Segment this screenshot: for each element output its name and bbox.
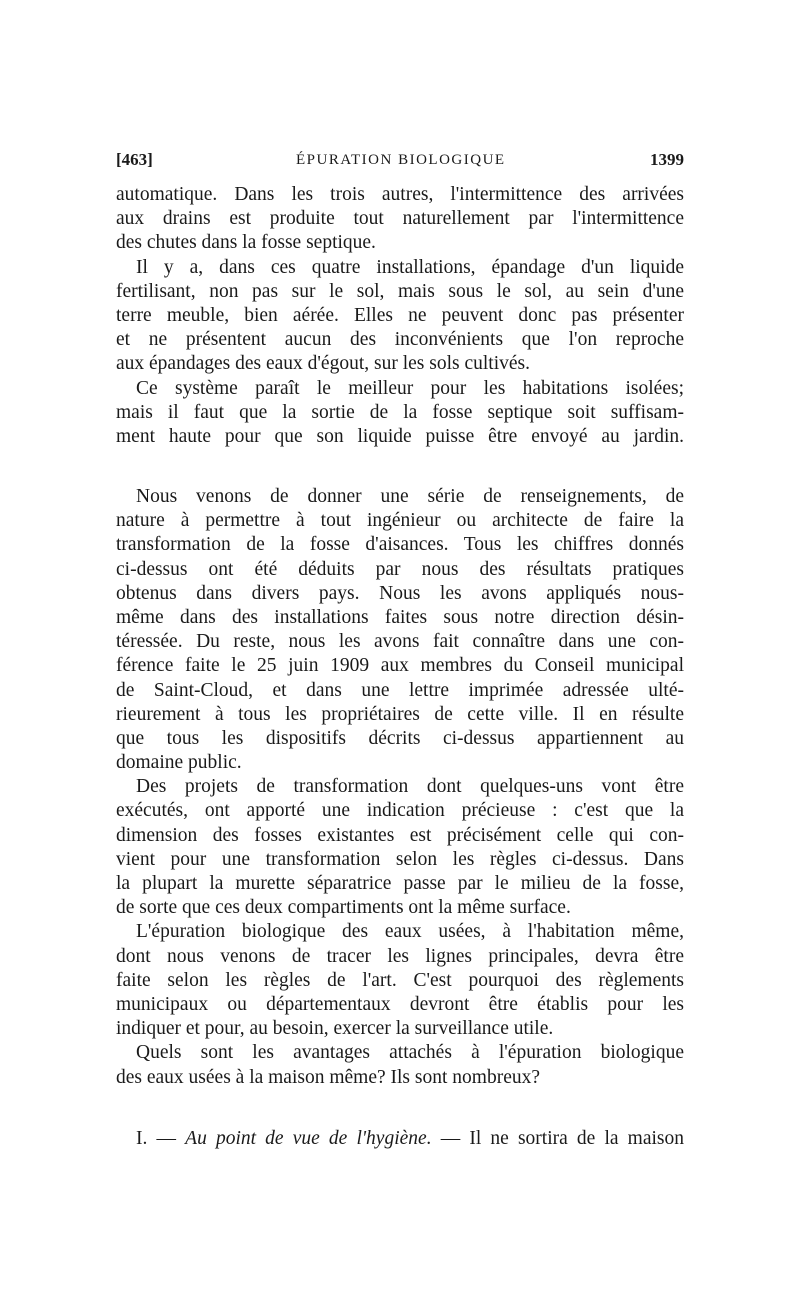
text-line: Nous venons de donner une série de renseignements, de: [136, 486, 684, 507]
text-line: même dans des installations faites sous notre direction désin-: [116, 606, 684, 628]
text-line: L'épuration biologique des eaux usées, à l'habitation même,: [136, 921, 684, 943]
text-line: la plupart la murette séparatrice passe par le milieu de la fosse,: [116, 873, 684, 894]
text-line: ment haute pour que son liquide puisse être envoyé au jardin.: [116, 425, 684, 447]
page-number: 1399: [650, 150, 684, 169]
running-title: ÉPURATION BIOLOGIQUE: [296, 152, 506, 168]
text-line: Il y a, dans ces quatre installations, épandage d'un liquide: [136, 256, 684, 278]
text-block-3: [116, 1127, 684, 1151]
text-line: rieurement à tous les propriétaires de cette ville. Il en résulte: [116, 703, 684, 725]
text-line: mais il faut que la sortie de la fosse septique soit suffisam-: [116, 401, 684, 423]
text-line: de Saint-Cloud, et dans une lettre imprimée adressée ulté-: [116, 679, 684, 701]
text-line: municipaux ou départementaux devront être établis pour les: [116, 993, 684, 1015]
text-line: dont nous venons de tracer les lignes principales, devra être: [116, 945, 684, 967]
text-line: férence faite le 25 juin 1909 aux membres du Conseil municipal: [116, 655, 684, 677]
text-line: indiquer et pour, au besoin, exercer la surveillance utile.: [116, 1018, 554, 1040]
text-line: Ce système paraît le meilleur pour les habitations isolées;: [136, 377, 684, 399]
text-line: transformation de la fosse d'aisances. Tous les chiffres donnés: [116, 534, 684, 556]
text-line: exécutés, ont apporté une indication précieuse : c'est que la: [116, 800, 684, 822]
text-line: fertilisant, non pas sur le sol, mais sous le sol, au sein d'une: [116, 280, 684, 302]
text-line: ci-dessus ont été déduits par nous des résultats pratiques: [116, 558, 684, 580]
text-line: téressée. Du reste, nous les avons fait connaître dans une con-: [116, 631, 684, 653]
section-continuation: — Il ne sortira de la maison: [440, 1128, 684, 1149]
text-line: nature à permettre à tout ingénieur ou architecte de faire la: [116, 510, 684, 532]
section-number: [463]: [116, 150, 153, 169]
text-line: terre meuble, bien aérée. Elles ne peuvent donc pas présenter: [116, 304, 684, 326]
text-line: aux épandages des eaux d'égout, sur les sols cultivés.: [116, 353, 530, 375]
text-line: Quels sont les avantages attachés à l'épuration biologique: [136, 1042, 684, 1064]
text-line: automatique. Dans les trois autres, l'intermittence des arrivées: [116, 184, 684, 205]
section-heading-line: [116, 1127, 684, 1151]
text-block-2: [116, 485, 684, 1090]
text-block-1: [116, 183, 684, 449]
text-line: dimension des fosses existantes est précisément celle qui con-: [116, 824, 684, 846]
text-line: faite selon les règles de l'art. C'est pourquoi des règlements: [116, 969, 684, 991]
section-prefix: I. —: [136, 1128, 177, 1149]
running-header: [116, 146, 684, 174]
text-line: Des projets de transformation dont quelques-uns vont être: [136, 776, 684, 798]
text-line: et ne présentent aucun des inconvénients que l'on reproche: [116, 329, 684, 351]
text-line: vient pour une transformation selon les règles ci-dessus. Dans: [116, 848, 684, 870]
text-line: des chutes dans la fosse septique.: [116, 232, 376, 254]
text-line: aux drains est produite tout naturellement par l'intermittence: [116, 208, 684, 230]
text-line: domaine public.: [116, 752, 242, 774]
text-line: que tous les dispositifs décrits ci-dessus appartiennent au: [116, 727, 684, 749]
text-line: obtenus dans divers pays. Nous les avons appliqués nous-: [116, 582, 684, 604]
section-title-italic: Au point de vue de l'hygiène.: [185, 1128, 432, 1149]
text-line: de sorte que ces deux compartiments ont la même surface.: [116, 897, 571, 919]
text-line: des eaux usées à la maison même? Ils sont nombreux?: [116, 1066, 541, 1088]
